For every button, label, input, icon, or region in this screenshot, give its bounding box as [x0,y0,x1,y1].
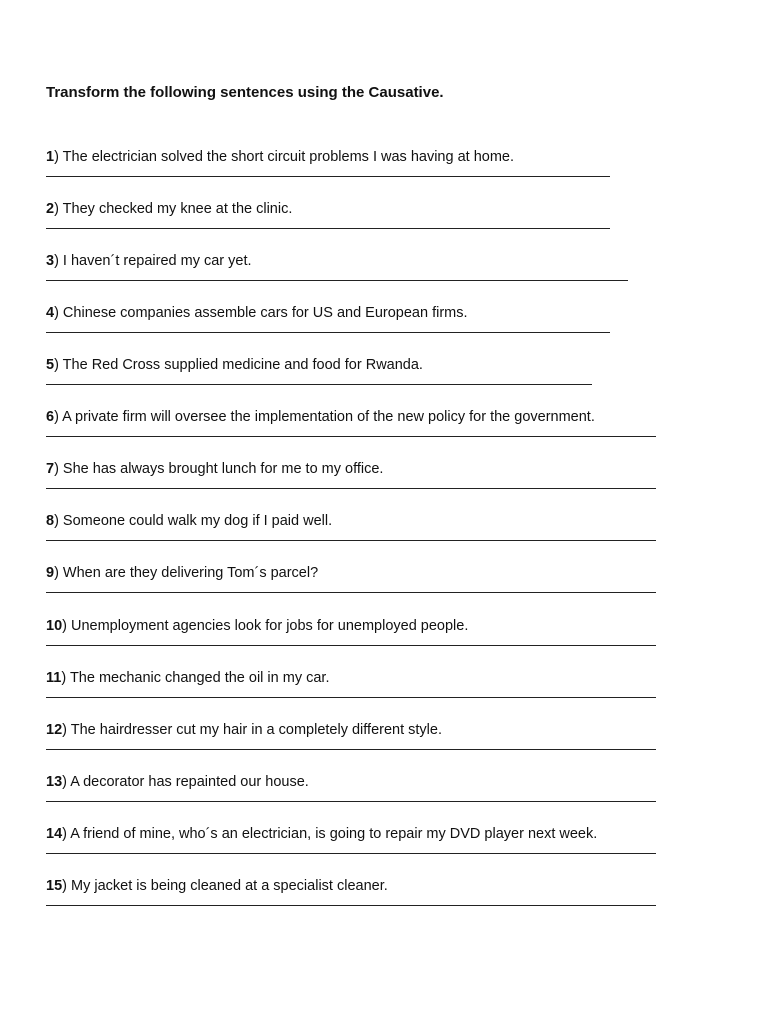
exercise-number: 2 [46,201,55,217]
exercise-text: ) The mechanic changed the oil in my car. [61,670,330,686]
exercise-item [46,304,726,322]
exercise-number: 11 [46,670,62,686]
exercise-number: 7 [46,461,55,477]
exercise-number: 5 [46,357,55,373]
exercise-item [46,200,726,218]
exercise-item [46,356,726,374]
exercise-item [46,773,726,791]
exercise-sentence [46,356,726,374]
exercise-text: ) A private firm will oversee the implementation of the new policy for the government. [54,409,595,425]
exercise-text: ) When are they delivering Tom´s parcel? [54,565,319,581]
answer-line[interactable] [46,540,656,541]
exercise-sentence [46,617,726,635]
exercise-number: 6 [46,409,55,425]
answer-line[interactable] [46,645,656,646]
exercise-text: ) Chinese companies assemble cars for US and European firms. [54,305,468,321]
exercise-item [46,252,726,270]
exercise-text: ) They checked my knee at the clinic. [54,201,293,217]
exercise-number: 4 [46,305,55,321]
answer-line[interactable] [46,488,656,489]
exercise-sentence [46,252,726,270]
exercise-sentence [46,304,726,322]
exercise-number: 8 [46,513,55,529]
exercise-text: ) My jacket is being cleaned at a specialist cleaner. [62,878,388,894]
exercise-sentence [46,408,726,426]
answer-line[interactable] [46,697,656,698]
answer-line[interactable] [46,905,656,906]
exercise-text: ) The electrician solved the short circuit problems I was having at home. [54,149,514,165]
exercise-sentence [46,460,726,478]
answer-line[interactable] [46,228,610,229]
exercise-item [46,617,726,635]
exercise-number: 14 [46,826,63,842]
exercise-number: 15 [46,878,63,894]
exercise-text: ) The Red Cross supplied medicine and food for Rwanda. [54,357,423,373]
exercise-sentence [46,148,726,166]
answer-line[interactable] [46,384,592,385]
answer-line[interactable] [46,592,656,593]
answer-line[interactable] [46,853,656,854]
exercise-sentence [46,825,726,843]
worksheet-title: Transform the following sentences using the Causative. [46,84,444,101]
exercise-text: ) Someone could walk my dog if I paid well. [54,513,333,529]
exercise-number: 9 [46,565,55,581]
exercise-item [46,512,726,530]
exercise-sentence [46,773,726,791]
exercise-item [46,877,726,895]
exercise-sentence [46,721,726,739]
exercise-text: ) A decorator has repainted our house. [62,774,309,790]
exercise-number: 13 [46,774,63,790]
exercise-sentence [46,512,726,530]
exercise-sentence [46,877,726,895]
exercise-text: ) A friend of mine, who´s an electrician, is going to repair my DVD player next week. [62,826,598,842]
answer-line[interactable] [46,176,610,177]
exercise-item [46,148,726,166]
answer-line[interactable] [46,801,656,802]
answer-line[interactable] [46,749,656,750]
answer-line[interactable] [46,280,628,281]
exercise-text: ) She has always brought lunch for me to my office. [54,461,384,477]
exercise-number: 1 [46,149,55,165]
exercise-item [46,669,726,687]
answer-line[interactable] [46,436,656,437]
exercise-sentence [46,564,726,582]
answer-line[interactable] [46,332,610,333]
exercise-item [46,460,726,478]
exercise-item [46,825,726,843]
exercise-text: ) Unemployment agencies look for jobs for unemployed people. [62,618,469,634]
exercise-sentence [46,200,726,218]
exercise-number: 12 [46,722,63,738]
exercise-item [46,564,726,582]
exercise-text: ) I haven´t repaired my car yet. [54,253,252,269]
exercise-text: ) The hairdresser cut my hair in a completely different style. [62,722,442,738]
exercise-number: 3 [46,253,55,269]
exercise-number: 10 [46,618,63,634]
exercise-item [46,408,726,426]
exercise-item [46,721,726,739]
exercise-sentence [46,669,726,687]
